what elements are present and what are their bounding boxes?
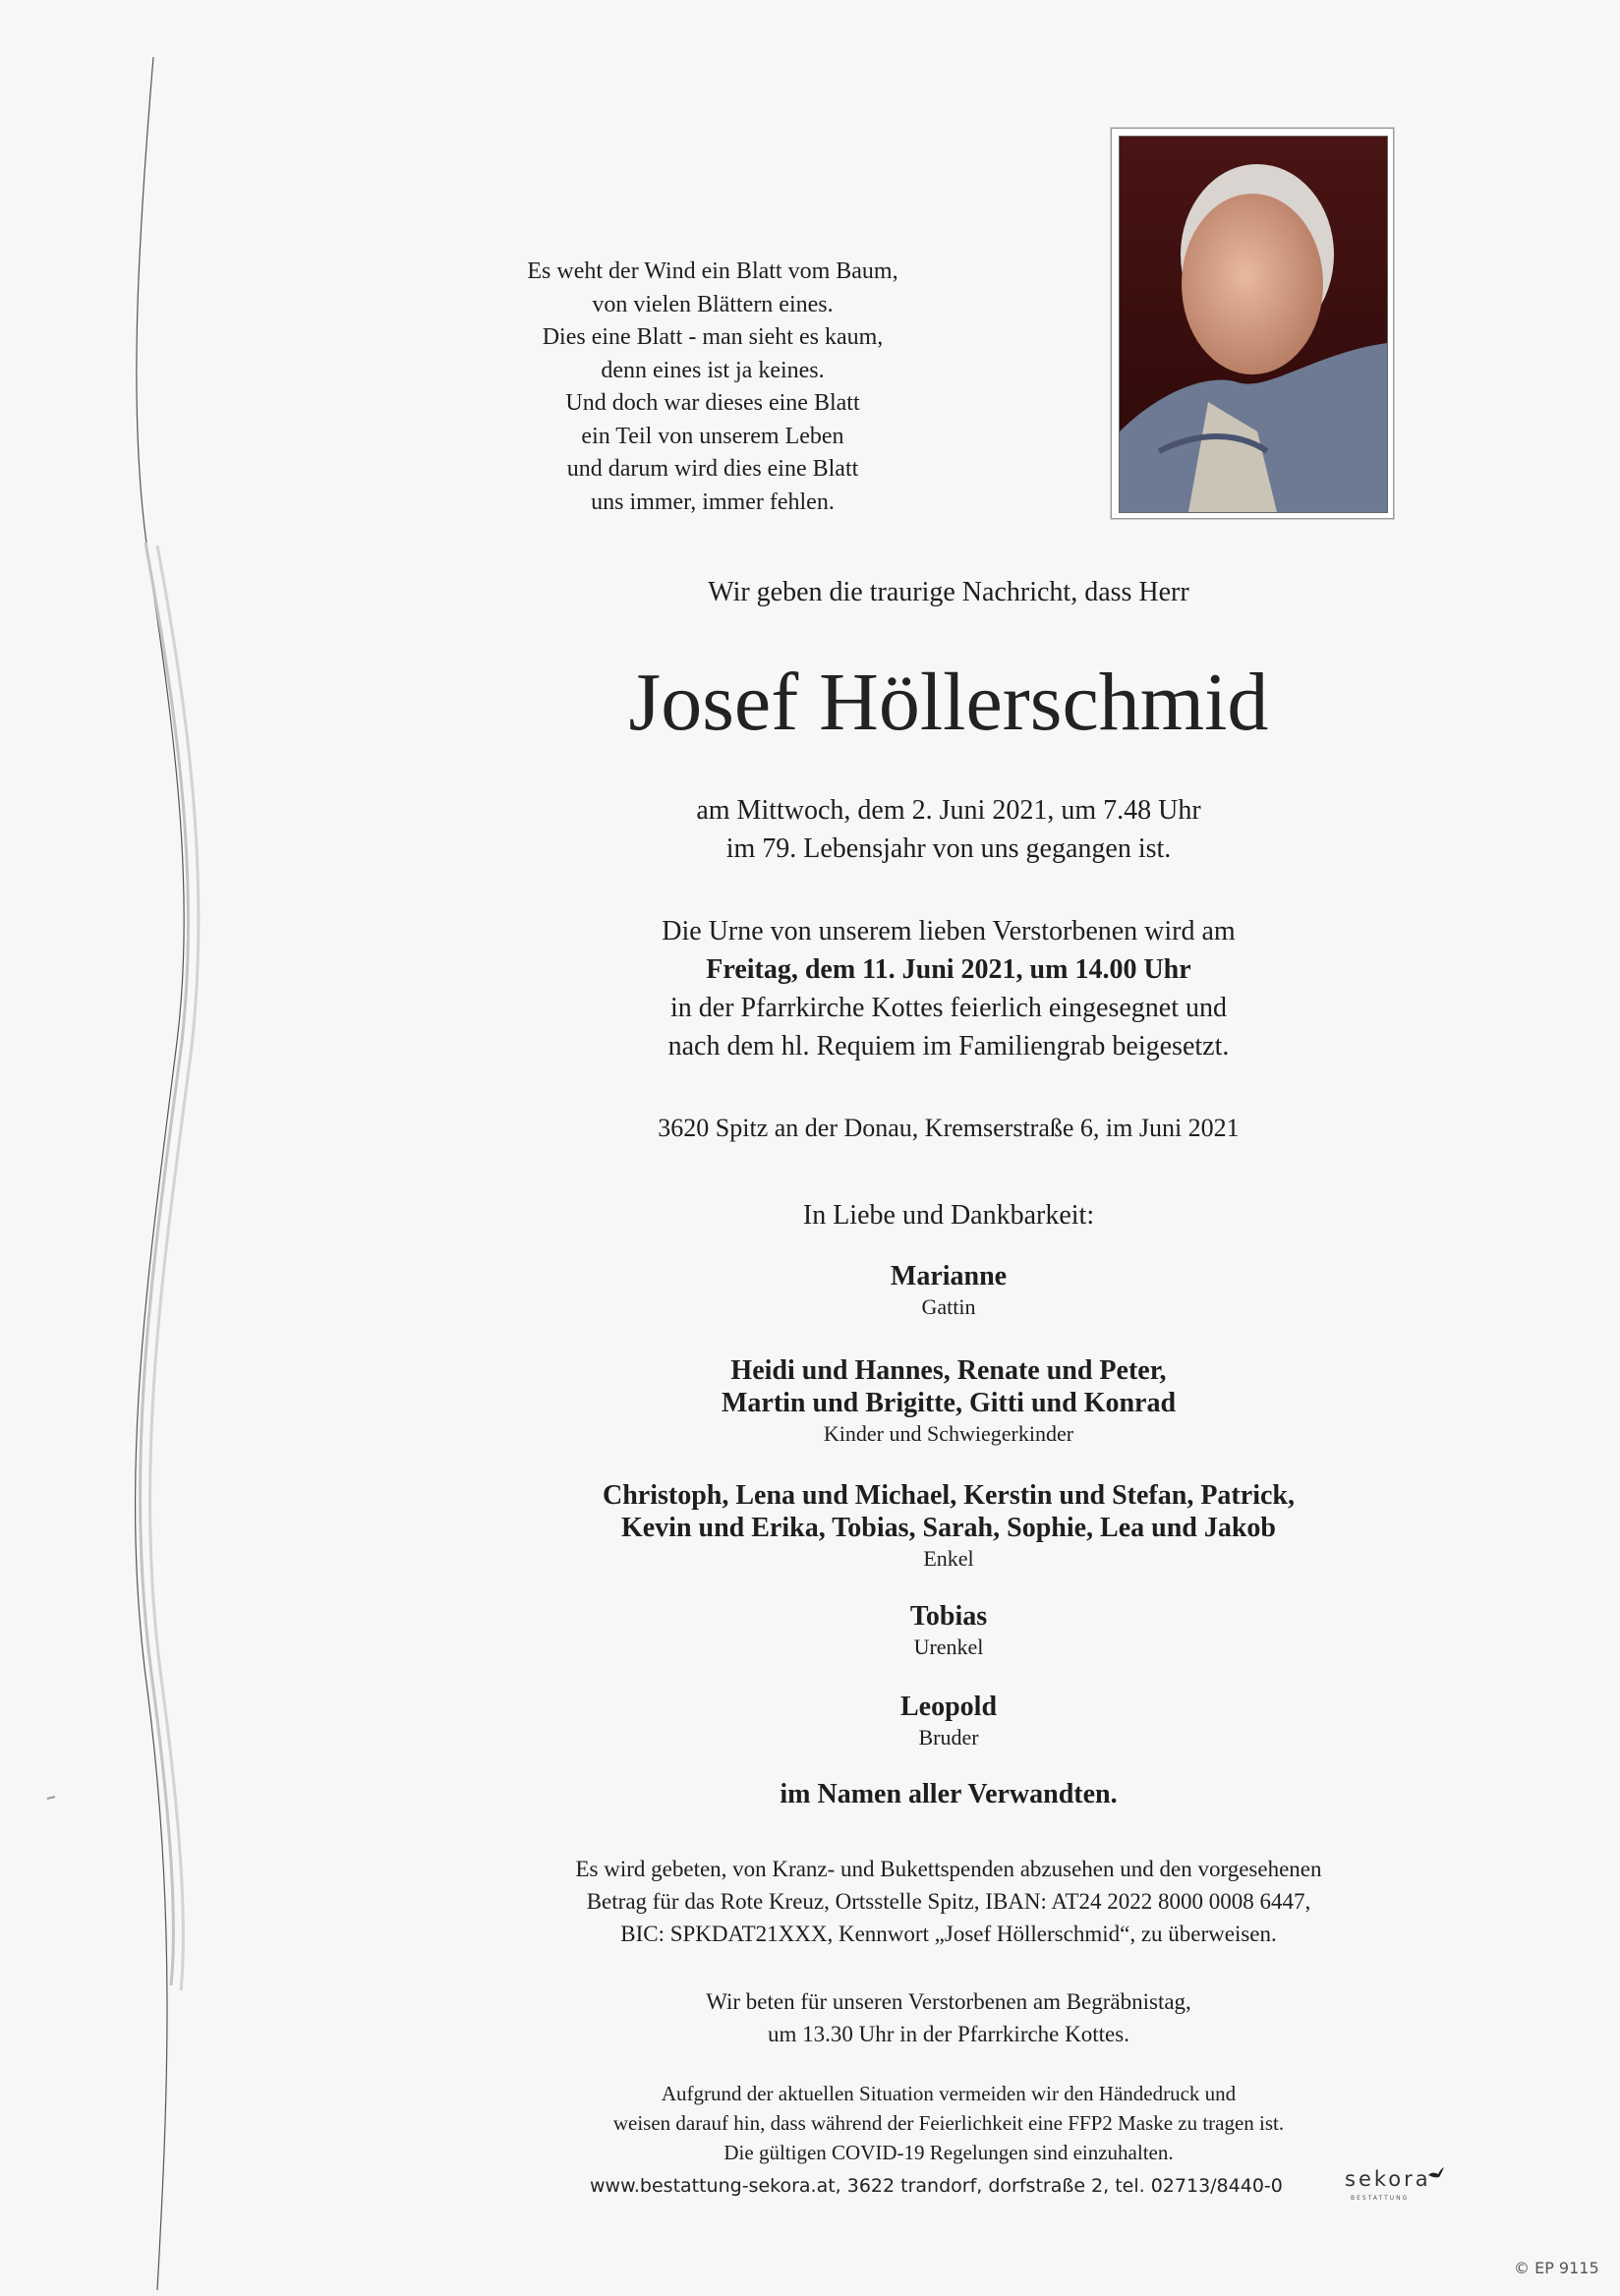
family-relation: Kinder und Schwiegerkinder [823,1421,1074,1446]
prayer-line: Wir beten für unseren Verstorbenen am Begräbnistag, [706,1989,1191,2014]
poem-line: Und doch war dieses eine Blatt [565,390,860,416]
family-names: Heidi und Hannes, Renate und Peter, [730,1355,1167,1386]
footer-contact: www.bestattung-sekora.at, 3622 trandorf, dorfstraße 2, tel. 02713/8440-0 [590,2175,1283,2197]
donation-line: Betrag für das Rote Kreuz, Ortsstelle Spitz, IBAN: AT24 2022 8000 0008 6447, [586,1889,1311,1914]
intro-text: Wir geben die traurige Nachricht, dass Herr [708,577,1189,607]
thanks-heading: In Liebe und Dankbarkeit: [802,1200,1095,1231]
prayer-notice [472,1985,1425,2050]
bird-icon [1427,2165,1445,2181]
family-group [472,1260,1425,1322]
logo-subtext: BESTATTUNG [1351,2195,1410,2202]
poem-line: uns immer, immer fehlen. [591,488,835,515]
poem [472,256,954,519]
poem-line: ein Teil von unserem Leben [581,423,844,449]
death-info-line: am Mittwoch, dem 2. Juni 2021, um 7.48 Uhr [696,795,1201,826]
deceased-name: Josef Höllerschmid [628,657,1269,748]
family-group [472,1354,1425,1449]
family-relation: Urenkel [913,1635,984,1659]
poem-line: und darum wird dies eine Blatt [566,456,859,482]
funeral-info [472,912,1425,1065]
funeral-line: in der Pfarrkirche Kottes feierlich eingesegnet und [669,993,1227,1023]
prayer-line: um 13.30 Uhr in der Pfarrkirche Kottes. [768,2022,1129,2046]
family-group [472,1600,1425,1662]
funeral-date: Freitag, dem 11. Juni 2021, um 14.00 Uhr [706,954,1191,985]
portrait-frame [1111,128,1394,519]
covid-notice [472,2079,1425,2167]
family-names: Martin und Brigitte, Gitti und Konrad [721,1388,1177,1418]
poem-line: Dies eine Blatt - man sieht es kaum, [542,324,884,350]
family-group [472,1691,1425,1752]
covid-line: Aufgrund der aktuellen Situation vermeiden wir den Händedruck und [661,2082,1237,2105]
address-line: 3620 Spitz an der Donau, Kremserstraße 6, im Juni 2021 [658,1114,1240,1142]
print-code: © EP 9115 [1514,2259,1599,2277]
all-relatives-line: im Namen aller Verwandten. [780,1779,1118,1809]
family-relation: Gattin [921,1294,976,1319]
poem-line: von vielen Blättern eines. [592,291,834,317]
funeral-line: Die Urne von unserem lieben Verstorbenen wird am [662,916,1236,947]
poem-line: Es weht der Wind ein Blatt vom Baum, [527,258,898,284]
death-info [472,791,1425,868]
donation-line: Es wird gebeten, von Kranz- und Bukettspenden abzusehen und den vorgesehenen [575,1857,1322,1881]
covid-line: Die gültigen COVID-19 Regelungen sind einzuhalten. [723,2141,1174,2164]
family-group [472,1479,1425,1574]
funeral-line: nach dem hl. Requiem im Familiengrab beigesetzt. [667,1031,1230,1062]
family-names: Leopold [899,1692,998,1722]
covid-line: weisen darauf hin, dass während der Feierlichkeit eine FFP2 Maske zu tragen ist. [612,2111,1285,2135]
family-names: Christoph, Lena und Michael, Kerstin und Stefan, Patrick, [603,1480,1295,1511]
family-relation: Bruder [918,1725,979,1750]
family-names: Tobias [909,1601,988,1632]
sekora-logo [1345,2165,1443,2205]
death-info-line: im 79. Lebensjahr von uns gegangen ist. [725,833,1172,864]
donation-request [472,1853,1425,1950]
family-names: Marianne [890,1261,1008,1292]
logo-text: sekora [1345,2167,1431,2191]
donation-line: BIC: SPKDAT21XXX, Kennwort „Josef Höllerschmid“, zu überweisen. [620,1922,1277,1946]
poem-line: denn eines ist ja keines. [601,357,825,383]
portrait-photo [1119,136,1388,513]
family-names: Kevin und Erika, Tobias, Sarah, Sophie, Lea und Jakob [620,1513,1277,1543]
family-relation: Enkel [923,1546,974,1571]
